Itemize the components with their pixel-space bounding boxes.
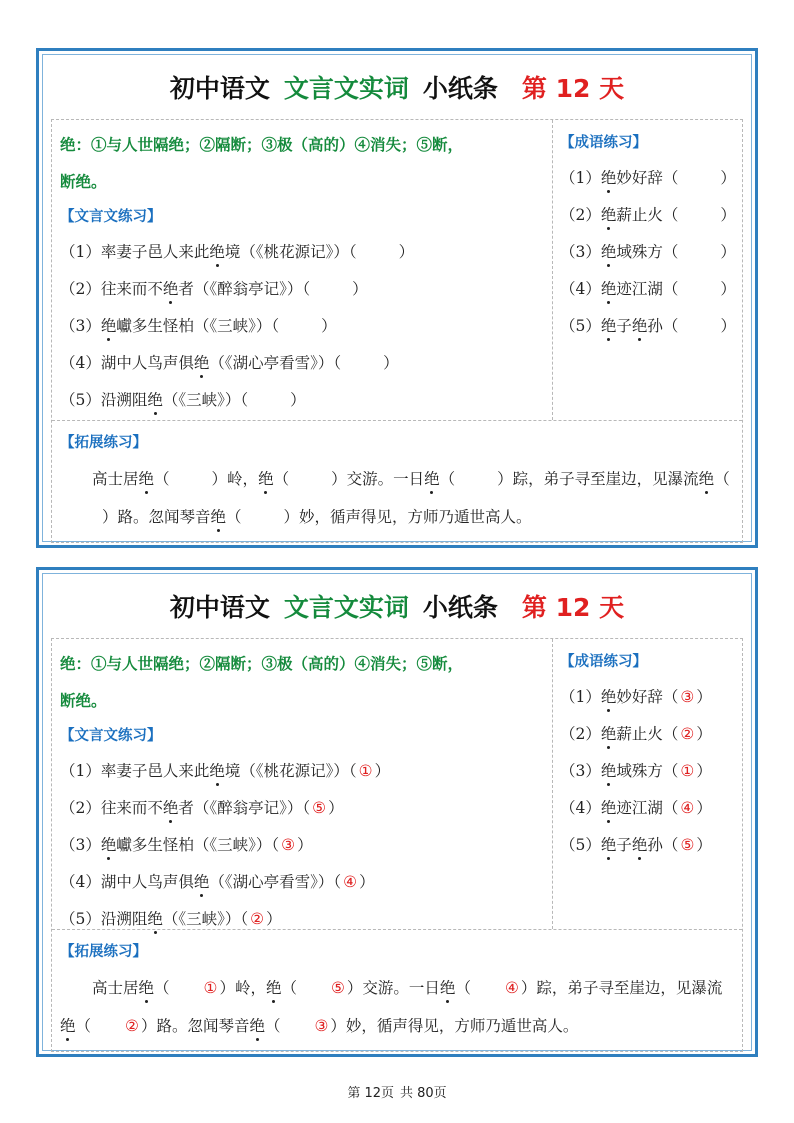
key-char: 绝: [600, 317, 617, 335]
idiom-item: （1）绝妙好辞（ ）: [560, 169, 736, 187]
key-char: 绝: [600, 762, 617, 780]
page-total: 共 80页: [400, 1086, 447, 1101]
classical-item: （4）湖中人鸟声俱绝（《湖心亭看雪》）（ ）: [60, 354, 399, 372]
worksheet-card-blank: [36, 48, 758, 548]
idiom-item: （3）绝域殊方（ ）: [560, 243, 736, 261]
idiom-item: （4）绝迹江湖（ ）: [560, 280, 736, 298]
idiom-item: （2）绝薪止火（ ② ）: [560, 716, 756, 753]
key-char: 绝: [600, 206, 617, 224]
divider-horizontal: [52, 420, 742, 421]
title-subject: 初中语文: [169, 593, 270, 622]
answer-value: ①: [680, 762, 695, 780]
left-column: [60, 126, 546, 419]
title-type: 小纸条: [422, 74, 498, 103]
extend-section: [60, 426, 734, 536]
divider-vertical: [552, 639, 553, 929]
answer-value: ③: [314, 1017, 329, 1035]
key-char: 绝: [631, 317, 648, 335]
classical-item: （5）沿溯阻绝（《三峡》）（ ② ）: [60, 901, 546, 938]
classical-item: （2）往来而不绝者（《醉翁亭记》）（ ）: [60, 280, 368, 298]
classical-item: （5）沿溯阻绝（《三峡》）（ ）: [60, 391, 306, 409]
title-day: 第 12 天: [521, 593, 625, 622]
definition-line: 绝：①与人世隔绝；②隔断；③极（高的）④消失；⑤断，: [60, 654, 464, 673]
left-column: [60, 645, 546, 938]
key-char: 绝: [600, 688, 617, 706]
classical-item: （2）往来而不绝者（《醉翁亭记》）（ ⑤ ）: [60, 790, 546, 827]
idiom-item: （3）绝域殊方（ ① ）: [560, 753, 756, 790]
page-footer: [0, 1082, 794, 1101]
classical-item: （1）率妻子邑人来此绝境（《桃花源记》）（ ）: [60, 243, 415, 261]
title-day: 第 12 天: [521, 74, 625, 103]
idiom-item: （2）绝薪止火（ ）: [560, 206, 736, 224]
answer-value: ④: [343, 873, 358, 891]
classical-item: （3）绝巘多生怪柏（《三峡》）（ ③ ）: [60, 827, 546, 864]
content-grid: [51, 119, 743, 543]
extend-paragraph: 高士居绝（ ① ）岭，绝（ ⑤ ）交游。一日绝（ ④ ）踪，弟子寻至崖边，见瀑流绝（ ② ）路。忽闻琴音绝（ ③ ）妙，循声得见，方师乃遁世高人。: [60, 969, 734, 1045]
right-column: [560, 126, 756, 345]
key-char: 绝: [209, 762, 225, 780]
key-char: 绝: [100, 317, 117, 335]
card-title: [43, 574, 751, 638]
answer-value: ⑤: [331, 979, 345, 997]
definition-line: 绝：①与人世隔绝；②隔断；③极（高的）④消失；⑤断，: [60, 135, 464, 154]
page-number: 第 12页: [347, 1086, 394, 1101]
answer-value: ③: [680, 688, 695, 706]
answer-value: ④: [504, 979, 519, 997]
answer-value: ⑤: [680, 836, 695, 854]
extend-section: [60, 935, 734, 1045]
answer-value: ③: [281, 836, 296, 854]
section-heading-classical: 【文言文练习】: [60, 728, 162, 744]
answer-value: ②: [250, 910, 265, 928]
answer-value: ②: [125, 1017, 139, 1035]
key-char: 绝: [100, 836, 117, 854]
section-heading-classical: 【文言文练习】: [60, 209, 162, 225]
idiom-item: （5）绝子绝孙（ ）: [560, 317, 736, 335]
card-inner: [42, 573, 752, 1051]
key-char: 绝: [600, 280, 617, 298]
key-char: 绝: [162, 280, 179, 298]
key-char: 绝: [600, 725, 617, 743]
key-char: 绝: [193, 873, 210, 891]
section-heading-idiom: 【成语练习】: [560, 135, 647, 151]
section-heading-extend: 【拓展练习】: [60, 944, 147, 960]
divider-vertical: [552, 120, 553, 420]
classical-item: （1）率妻子邑人来此绝境（《桃花源记》）（ ① ）: [60, 753, 546, 790]
key-char: 绝: [162, 799, 179, 817]
section-heading-extend: 【拓展练习】: [60, 435, 147, 451]
key-char: 绝: [147, 391, 163, 409]
answer-value: ⑤: [312, 799, 327, 817]
key-char: 绝: [631, 836, 648, 854]
title-type: 小纸条: [422, 593, 498, 622]
key-char: 绝: [600, 169, 617, 187]
answer-value: ④: [680, 799, 695, 817]
idiom-item: （5）绝子绝孙（ ⑤ ）: [560, 827, 756, 864]
extend-paragraph: 高士居绝（ ）岭，绝（ ）交游。一日绝（ ）踪，弟子寻至崖边，见瀑流绝（）路。忽闻琴音绝（ ）妙，循声得见，方师乃遁世高人。: [92, 470, 730, 526]
answer-value: ②: [680, 725, 695, 743]
title-subject: 初中语文: [169, 74, 270, 103]
definition-line: 断绝。: [60, 691, 107, 710]
key-char: 绝: [209, 243, 225, 261]
idiom-item: （4）绝迹江湖（ ④ ）: [560, 790, 756, 827]
key-char: 绝: [600, 799, 617, 817]
classical-item: （3）绝巘多生怪柏（《三峡》）（ ）: [60, 317, 337, 335]
key-char: 绝: [193, 354, 210, 372]
definition-line: 断绝。: [60, 172, 107, 191]
title-topic: 文言文实词: [283, 593, 409, 622]
card-inner: [42, 54, 752, 542]
idiom-item: （1）绝妙好辞（ ③ ）: [560, 679, 756, 716]
answer-value: ①: [203, 979, 218, 997]
answer-value: ①: [358, 762, 373, 780]
card-title: [43, 55, 751, 119]
key-char: 绝: [147, 910, 163, 928]
right-column: [560, 645, 756, 864]
content-grid: [51, 638, 743, 1052]
title-topic: 文言文实词: [283, 74, 409, 103]
worksheet-card-answers: [36, 567, 758, 1057]
key-char: 绝: [600, 836, 617, 854]
classical-item: （4）湖中人鸟声俱绝（《湖心亭看雪》）（ ④ ）: [60, 864, 546, 901]
section-heading-idiom: 【成语练习】: [560, 654, 647, 670]
key-char: 绝: [600, 243, 617, 261]
